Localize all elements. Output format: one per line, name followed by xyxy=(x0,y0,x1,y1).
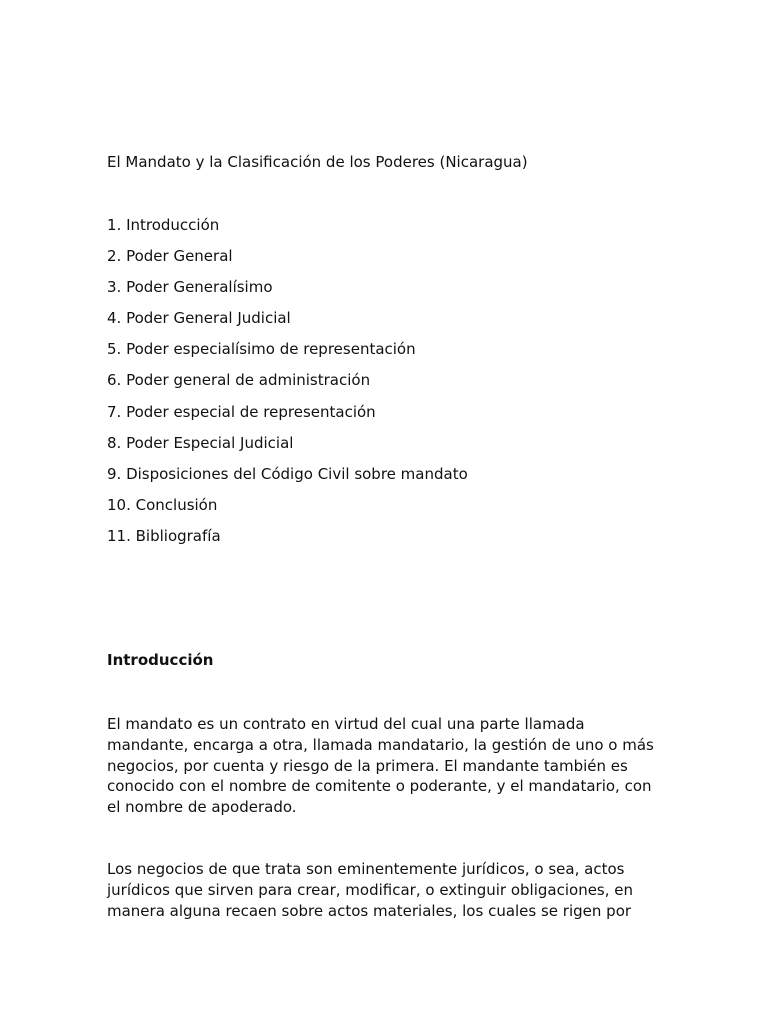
toc-item: 1. Introducción xyxy=(107,216,220,234)
toc-item: 7. Poder especial de representación xyxy=(107,402,376,421)
toc-item: 2. Poder General xyxy=(107,247,233,266)
toc-item: 9. Disposiciones del Código Civil sobre mandato xyxy=(107,464,468,483)
toc-item: 11. Bibliografía xyxy=(107,526,221,545)
toc-item: 3. Poder Generalísimo xyxy=(107,278,273,297)
toc-item: 4. Poder General Judicial xyxy=(107,309,291,328)
table-of-contents xyxy=(107,215,468,557)
body-paragraph: Los negocios de que trata son eminentemente jurídicos, o sea, actos jurídicos que sirven para crear, modificar, o extinguir obligaciones, en manera alguna recaen sobre actos materiales, los cuales se rigen por xyxy=(107,860,634,920)
body-paragraph: El mandato es un contrato en virtud del cual una parte llamada mandante, encarga a otra, llamada mandatario, la gestión de uno o más negocios, por cuenta y riesgo de la primera. El mandante también es conocido con el nombre de comitente o poderante, y el mandatario, con el nombre de apoderado. xyxy=(107,715,654,817)
document-title: El Mandato y la Clasificación de los Poderes (Nicaragua) xyxy=(107,153,528,171)
toc-item: 10. Conclusión xyxy=(107,495,218,514)
toc-item: 6. Poder general de administración xyxy=(107,371,371,390)
toc-item: 8. Poder Especial Judicial xyxy=(107,433,294,452)
section-heading: Introducción xyxy=(107,651,214,669)
toc-item: 5. Poder especialísimo de representación xyxy=(107,340,416,359)
